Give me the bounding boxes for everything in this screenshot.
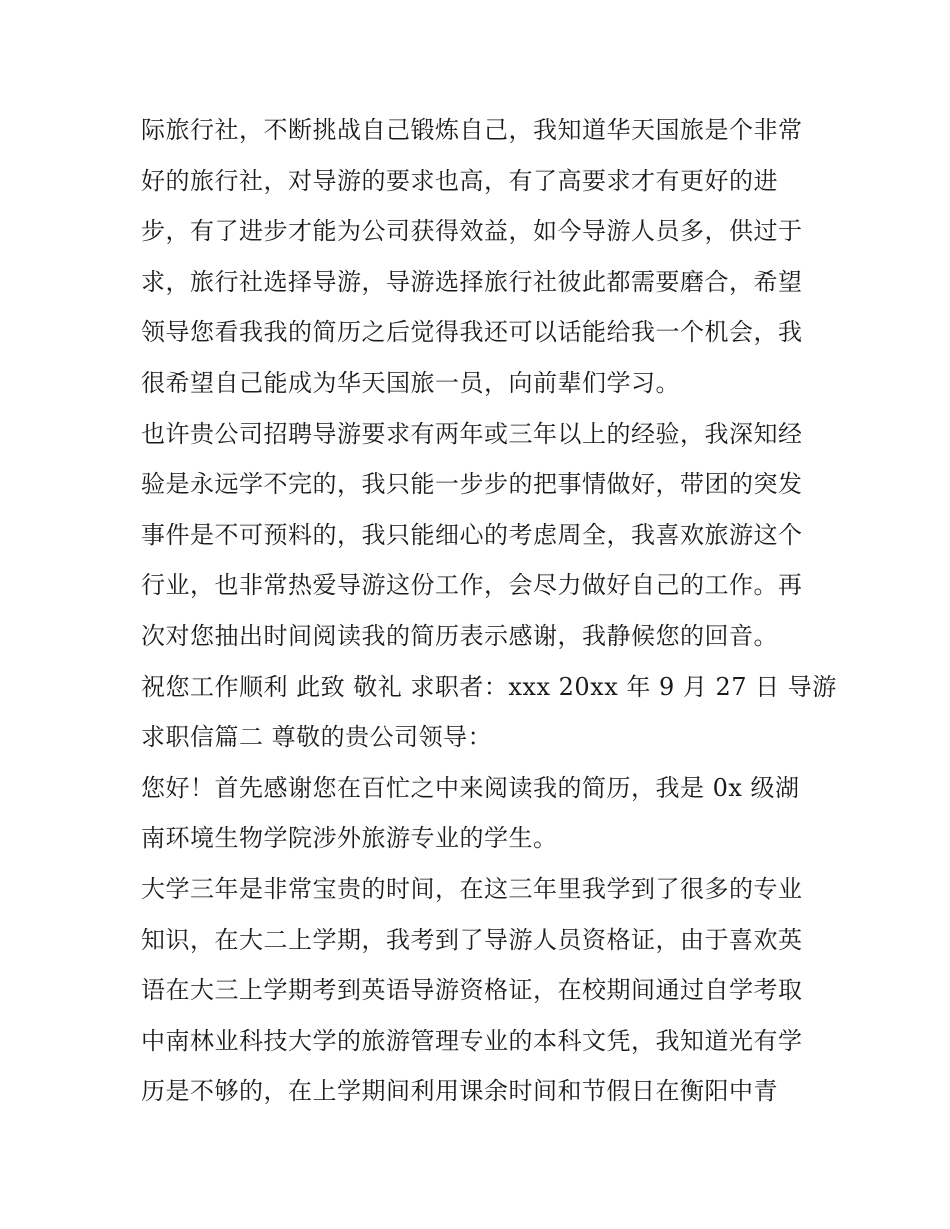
text-line: 步，有了进步才能为公司获得效益，如今导游人员多，供过于 [141,217,803,246]
text-line: 大学三年是非常宝贵的时间，在这三年里我学到了很多的专业 [141,874,803,903]
text-line: 知识，在大二上学期，我考到了导游人员资格证，由于喜欢英 [141,925,803,954]
text-line: 求，旅行社选择导游，导游选择旅行社彼此都需要磨合，希望 [141,267,803,296]
paragraph-1 [141,105,821,409]
text-line: 领导您看我我的简历之后觉得我还可以话能给我一个机会，我 [141,318,803,347]
text-line: 历是不够的，在上学期间利用课余时间和节假日在衡阳中青 [141,1077,778,1106]
text-line: 也许贵公司招聘导游要求有两年或三年以上的经验，我深知经 [141,419,803,448]
text-line: 验是永远学不完的，我只能一步步的把事情做好，带团的突发 [141,470,803,499]
text-line: 祝您工作顺利 此致 敬礼 求职者：xxx 20xx 年 9 月 27 日 导游 [141,672,837,701]
paragraph-2 [141,409,821,662]
text-line: 际旅行社，不断挑战自己锻炼自己，我知道华天国旅是个非常 [141,116,803,144]
paragraph-4 [141,763,821,864]
text-line: 南环境生物学院涉外旅游专业的学生。 [141,824,558,853]
text-line: 求职信篇二 尊敬的贵公司领导： [141,723,493,752]
text-line: 中南林业科技大学的旅游管理专业的本科文凭，我知道光有学 [141,1026,803,1055]
text-line: 好的旅行社，对导游的要求也高，有了高要求才有更好的进 [141,166,778,195]
document-body [141,105,837,1117]
text-line: 次对您抽出时间阅读我的简历表示感谢，我静候您的回音。 [141,621,778,650]
text-line: 事件是不可预料的，我只能细心的考虑周全，我喜欢旅游这个 [141,520,803,549]
text-line: 行业，也非常热爱导游这份工作，会尽力做好自己的工作。再 [141,571,803,600]
paragraph-3 [141,662,837,763]
text-line: 语在大三上学期考到英语导游资格证，在校期间通过自学考取 [141,976,803,1005]
text-line: 很希望自己能成为华天国旅一员，向前辈们学习。 [141,368,680,397]
text-line: 您好！首先感谢您在百忙之中来阅读我的简历，我是 0x 级湖 [141,773,800,802]
paragraph-5 [141,864,821,1117]
